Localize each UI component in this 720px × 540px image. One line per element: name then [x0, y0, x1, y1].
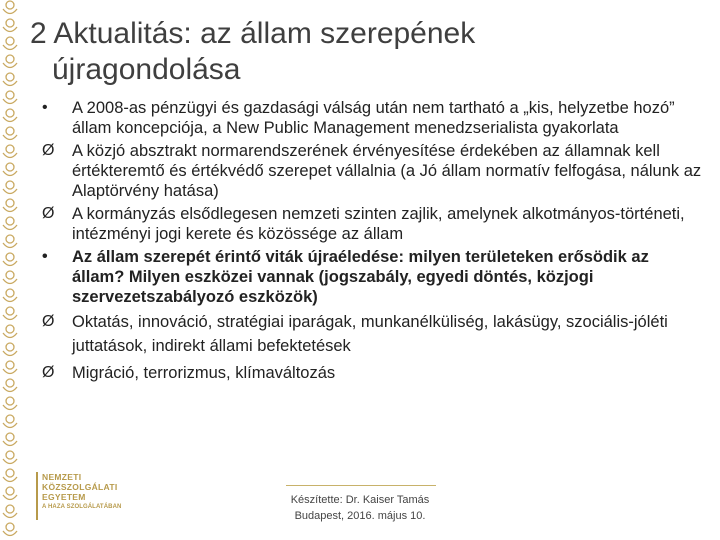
ornament-loop [6, 415, 14, 423]
ornament-curl [3, 477, 17, 482]
ornament-curl [3, 63, 17, 68]
list-item [42, 310, 702, 358]
list-item [42, 247, 702, 307]
ornament-loop [6, 307, 14, 315]
ornament-curl [3, 189, 17, 194]
ornament-loop [6, 253, 14, 261]
bullet-text: A közjó absztrakt normarendszerének érvényesítése érdekében az államnak kell értékteremtő és értékvédő szerepet vállalnia (a Jó állam normatív felfogása, nálunk az Alaptörvény hatása) [72, 142, 702, 200]
ornament-loop [6, 145, 14, 153]
ornament-loop [6, 163, 14, 171]
arrow-bullet-marker: Ø [42, 313, 55, 330]
slide-title-line2: újragondolása [52, 53, 241, 86]
ornament-loop [6, 487, 14, 495]
arrow-bullet-marker: Ø [42, 205, 55, 222]
ornament-loop [6, 73, 14, 81]
ornament-loop [6, 37, 14, 45]
ornament-loop [6, 451, 14, 459]
ornament-loop [6, 397, 14, 405]
bullet-list [42, 98, 702, 388]
bullet-text: A 2008-as pénzügyi és gazdasági válság után nem tartható a „kis, helyzetbe hozó” állam koncepciója, a New Public Management menedzserialista gyakorlata [72, 99, 675, 137]
ornament-curl [3, 495, 17, 500]
footer-author: Készítette: Dr. Kaiser Tamás [290, 494, 430, 506]
ornament-loop [6, 469, 14, 477]
ornament-loop [6, 1, 14, 9]
ornament-curl [3, 441, 17, 446]
ornament-curl [3, 405, 17, 410]
ornament-loop [6, 325, 14, 333]
ornament-curl [3, 207, 17, 212]
slide-title [30, 16, 690, 88]
ornament-curl [3, 459, 17, 464]
logo-tagline: A HAZA SZOLGÁLATÁBAN [42, 504, 122, 510]
ornament-curl [3, 45, 17, 50]
ornament-loop [6, 505, 14, 513]
ornament-loop [6, 343, 14, 351]
logo-line2: KÖZSZOLGÁLATI [42, 482, 118, 492]
decorative-ornament-border [0, 0, 20, 540]
ornament-loop [6, 217, 14, 225]
ornament-loop [6, 523, 14, 531]
ornament-curl [3, 369, 17, 374]
arrow-bullet-marker: Ø [42, 142, 55, 159]
ornament-loop [6, 433, 14, 441]
ornament-loop [6, 235, 14, 243]
logo-line1: NEMZETI [42, 472, 82, 482]
bullet-text: Az állam szerepét érintő viták újraéledése: milyen területeken erősödik az állam? Milyen eszközei vannak (jogszabály, egyedi döntés, közjogi szervezetszabályozó eszközök) [72, 248, 649, 306]
ornament-curl [3, 81, 17, 86]
bullet-text: Migráció, terrorizmus, klímaváltozás [72, 364, 336, 382]
ornament-curl [3, 315, 17, 320]
ornament-loop [6, 127, 14, 135]
bullet-text: Oktatás, innováció, stratégiai iparágak, munkanélküliség, lakásügy, szociális-jóléti juttatások, indirekt állami befektetések [72, 313, 668, 355]
footer-divider [286, 485, 436, 486]
list-item [42, 204, 702, 244]
ornament-curl [3, 279, 17, 284]
ornament-loop [6, 361, 14, 369]
ornament-curl [3, 225, 17, 230]
ornament-curl [3, 423, 17, 428]
ornament-curl [3, 153, 17, 158]
list-item [42, 141, 702, 201]
bullet-marker: • [42, 248, 48, 265]
university-logo [30, 472, 140, 528]
footer [260, 492, 460, 524]
ornament-curl [3, 135, 17, 140]
footer-date: Budapest, 2016. május 10. [294, 510, 426, 522]
ornament-loop [6, 19, 14, 27]
ornament-loop [6, 199, 14, 207]
ornament-loop [6, 109, 14, 117]
ornament-curl [3, 9, 17, 14]
ornament-loop [6, 379, 14, 387]
ornament-curl [3, 333, 17, 338]
logo-text [42, 472, 142, 512]
ornament-loop [6, 91, 14, 99]
ornament-curl [3, 387, 17, 392]
bullet-text: A kormányzás elsődlegesen nemzeti szinten zajlik, amelynek alkotmányos-történeti, intézményi jogi kerete és közössége az állam [72, 205, 685, 243]
list-item [42, 98, 702, 138]
ornament-curl [3, 243, 17, 248]
ornament-curl [3, 531, 17, 536]
ornament-curl [3, 513, 17, 518]
ornament-curl [3, 171, 17, 176]
ornament-loop [6, 55, 14, 63]
ornament-curl [3, 117, 17, 122]
logo-rule [36, 472, 38, 520]
ornament-loop [6, 181, 14, 189]
ornament-curl [3, 351, 17, 356]
list-item [42, 361, 702, 385]
logo-line3: EGYETEM [42, 492, 86, 502]
ornament-curl [3, 261, 17, 266]
ornament-curl [3, 27, 17, 32]
ornament-curl [3, 297, 17, 302]
ornament-loop [6, 271, 14, 279]
slide-title-line1: 2 Aktualitás: az állam szerepének [30, 17, 476, 50]
arrow-bullet-marker: Ø [42, 364, 55, 381]
bullet-marker: • [42, 99, 48, 116]
ornament-loop [6, 289, 14, 297]
ornament-curl [3, 99, 17, 104]
